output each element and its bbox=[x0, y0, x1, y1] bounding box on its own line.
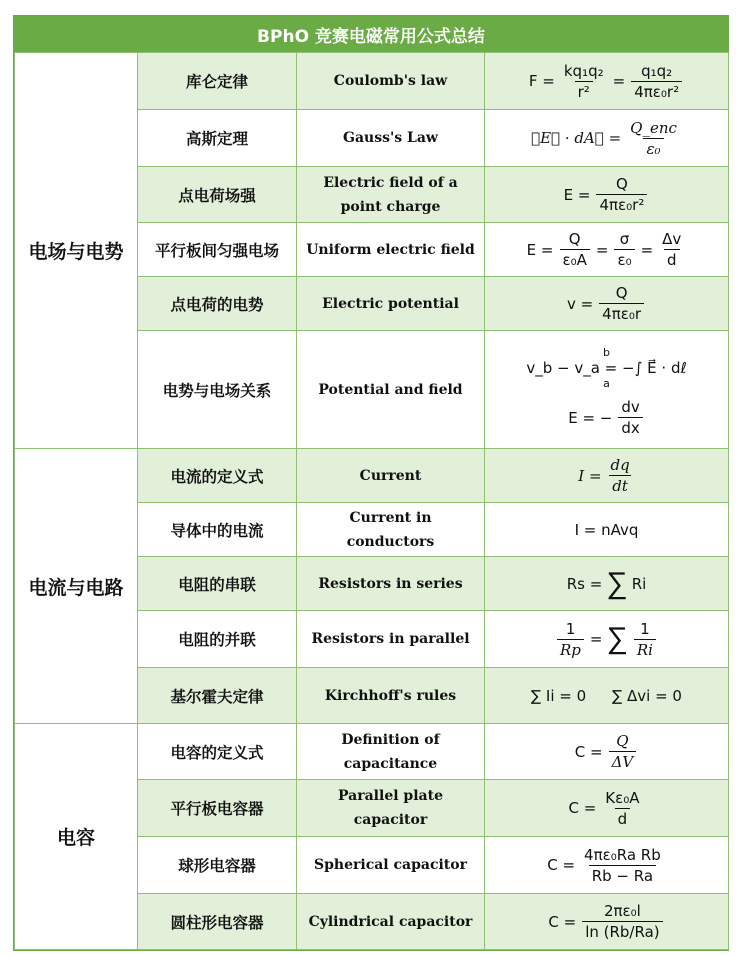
topic-en: Electric potential bbox=[297, 277, 485, 331]
topic-zh: 导体中的电流 bbox=[138, 503, 297, 557]
sheet-title: BPhO 竞赛电磁常用公式总结 bbox=[14, 16, 728, 52]
topic-en: Uniform electric field bbox=[297, 223, 485, 277]
table-row bbox=[15, 724, 729, 780]
topic-zh: 电流的定义式 bbox=[138, 449, 297, 503]
topic-en: Potential and field bbox=[297, 331, 485, 449]
formula-series: Rs = ∑ Ri bbox=[485, 557, 729, 611]
formula-coulomb: F = $\frac{\text{kq₁q₂}}{\text{r²}}$ = $\frac{\text{q₁q₂}}{\text{4πε₀r²}}$ bbox=[485, 53, 729, 110]
section-label: 电场与电势 bbox=[15, 53, 138, 449]
topic-en: Definition of capacitance bbox=[297, 724, 485, 780]
formula-current: I = $\frac{dq}{dt}$ bbox=[485, 449, 729, 503]
formula-conductors: I = nAvq bbox=[485, 503, 729, 557]
topic-zh: 电阻的串联 bbox=[138, 557, 297, 611]
section-label: 电容 bbox=[15, 724, 138, 950]
topic-zh: 基尔霍夫定律 bbox=[138, 668, 297, 724]
topic-zh: 圆柱形电容器 bbox=[138, 894, 297, 950]
formula-potential-field: b v_b − v_a = −∫ E⃗ · dℓ a E = − $\frac{dv}{dx}$ bbox=[485, 331, 729, 449]
topic-zh: 电势与电场关系 bbox=[138, 331, 297, 449]
topic-zh: 平行板电容器 bbox=[138, 780, 297, 837]
formula-capacitance: C = $\frac{Q}{\Delta V}$ bbox=[485, 724, 729, 780]
topic-en: Coulomb's law bbox=[297, 53, 485, 110]
topic-zh: 高斯定理 bbox=[138, 110, 297, 167]
table-row bbox=[15, 53, 729, 110]
formula-uniform: E = $\frac{Q}{\text{ε₀A}}$ = $\frac{\sigma}{\text{ε₀}}$ = $\frac{\Delta v}{d}$ bbox=[485, 223, 729, 277]
topic-zh: 点电荷的电势 bbox=[138, 277, 297, 331]
topic-en: Current bbox=[297, 449, 485, 503]
formula-spherical: C = $\frac{\text{4πε₀Ra Rb}}{Rb - Ra}$ bbox=[485, 837, 729, 894]
formula-sheet bbox=[13, 15, 729, 951]
topic-en: Cylindrical capacitor bbox=[297, 894, 485, 950]
topic-en: Current in conductors bbox=[297, 503, 485, 557]
topic-en: Spherical capacitor bbox=[297, 837, 485, 894]
section-label: 电流与电路 bbox=[15, 449, 138, 724]
topic-zh: 库仑定律 bbox=[138, 53, 297, 110]
topic-en: Electric field of a point charge bbox=[297, 167, 485, 223]
topic-en: Gauss's Law bbox=[297, 110, 485, 167]
formula-gauss: ∮E⃗ · dA⃗ = $\frac{\text{Q\_enc}}{\text{ε₀}}$ bbox=[485, 110, 729, 167]
formula-cylindrical: C = $\frac{\text{2πε₀l}}{\ln (Rb/Ra)}$ bbox=[485, 894, 729, 950]
formula-parallel-plate: C = $\frac{\text{Kε₀A}}{d}$ bbox=[485, 780, 729, 837]
formula-potential: v = $\frac{Q}{\text{4πε₀r}}$ bbox=[485, 277, 729, 331]
topic-zh: 电容的定义式 bbox=[138, 724, 297, 780]
topic-zh: 平行板间匀强电场 bbox=[138, 223, 297, 277]
topic-en: Parallel plate capacitor bbox=[297, 780, 485, 837]
topic-en: Resistors in parallel bbox=[297, 611, 485, 668]
topic-zh: 点电荷场强 bbox=[138, 167, 297, 223]
formula-table bbox=[14, 52, 729, 950]
formula-point-field: E = $\frac{Q}{\text{4πε₀r²}}$ bbox=[485, 167, 729, 223]
topic-en: Resistors in series bbox=[297, 557, 485, 611]
topic-zh: 电阻的并联 bbox=[138, 611, 297, 668]
topic-zh: 球形电容器 bbox=[138, 837, 297, 894]
table-row bbox=[15, 449, 729, 503]
formula-kirchhoff: ∑ Ii = 0 ∑ Δvi = 0 bbox=[485, 668, 729, 724]
topic-en: Kirchhoff's rules bbox=[297, 668, 485, 724]
formula-parallel: $\frac{1}{Rp}$ = ∑ $\frac{1}{Ri}$ bbox=[485, 611, 729, 668]
